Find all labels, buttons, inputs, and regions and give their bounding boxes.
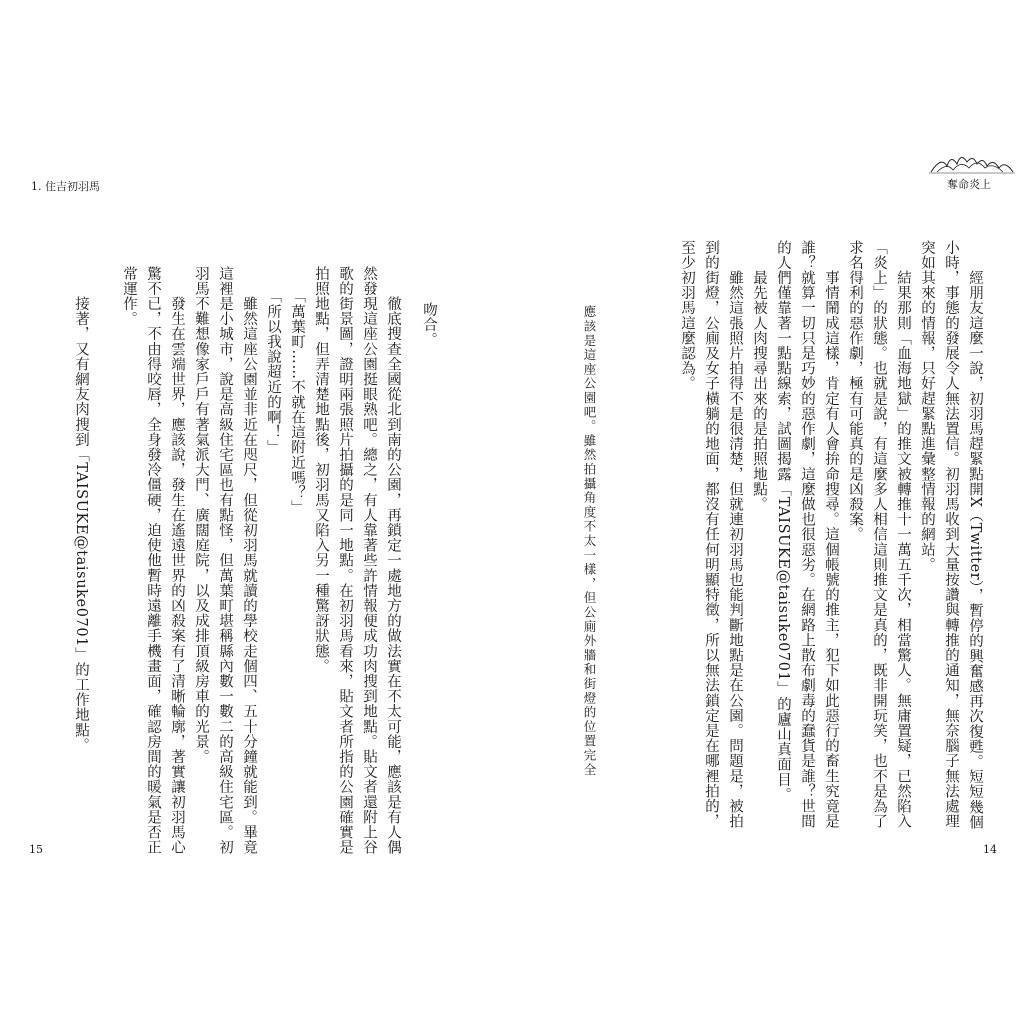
text-column: 至少初羽馬這麼認為。 [679,240,695,391]
text-column: 雖然這張照片拍得不是很清楚，但就連初羽馬也能判斷地點是在公園。問題是，被拍 [727,240,743,829]
text-column: 結果那則「血海地獄」的推文被轉推十一萬五千次，相當驚人。無庸置疑，已然陷入 [895,240,911,829]
quote-column: 應該是這座公園吧。雖然拍攝角度不太一樣，但公廁外牆和街燈的位置完全 [582,248,597,778]
text-column: 拍照地點，但弄清楚地點後，初羽馬又陷入另一種驚訝狀態。 [313,266,329,674]
text-column: 誰？就算一切只是巧妙的惡作劇，這麼做也很惡劣。在網路上散布劇毒的蠢貨是誰？世間 [799,240,815,829]
text-column: 的人們僅靠著一點點線索，試圖揭露「TAISUKE@taisuke0701」的廬山真面目。 [775,240,791,803]
chapter-header: 1. 住吉初羽馬 [31,180,100,193]
text-column: 常運作。 [121,266,137,327]
text-column: 驚不已，不由得咬唇，全身發冷僵硬，迫使他暫時遠離手機畫面，確認房間的暖氣是否正 [145,266,161,855]
text-column: 經朋友這麼一說，初羽馬趕緊點開X（Twitter），暫停的興奮感再次復甦。短短幾個 [967,240,983,830]
text-column: 歌的街景圖，證明兩張照片拍攝的是同一地點。在初羽馬看來，貼文者所指的公園確實是 [337,266,353,855]
text-column: 徹底搜查全國從北到南的公園，再鎖定一處地方的做法實在不太可能，應該是有人偶 [385,266,401,855]
text-column: 最先被人肉搜尋出來的是拍照地點。 [751,240,767,512]
text-column: 「萬葉町……不就在這附近嗎？」 [289,266,305,516]
text-column: 這裡是小城市，說是高級住宅區也有點怪，但萬葉町堪稱縣內數一數二的高級住宅區。初 [217,266,233,855]
text-column: 然發現這座公園挺眼熟吧。總之，有人靠著些許情報便成功肉搜到地點。貼文者還附上谷 [361,266,377,855]
book-title: 奪命炎上 [947,178,991,191]
right-page [512,0,1024,1024]
text-column: 接著，又有網友肉搜到「TAISUKE@taisuke0701」的工作地點。 [73,266,89,753]
text-column: 到的街燈，公廁及女子橫躺的地面，都沒有任何明顯特徵，所以無法鎖定是在哪裡拍的， [703,240,719,829]
text-column: 「所以我說超近的啊！」 [265,266,281,456]
page-number: 15 [29,843,43,856]
text-column: 羽馬不難想像家戶戶有著氣派大門、廣闊庭院，以及成排頂級房車的光景。 [193,266,209,765]
page-number: 14 [983,843,997,856]
text-column: 「炎上」的狀態。也就是說，有這麼多人相信這則推文是真的，既非開玩笑，也不是為了 [871,240,887,829]
text-column: 吻合。 [421,272,437,348]
text-column: 事情鬧成這樣，肯定有人會拚命搜尋。這個帳號的推主，犯下如此惡行的畜生究竟是 [823,240,839,829]
text-column: 雖然這座公園並非近在咫尺，但從初羽馬就讀的學校走個四、五十分鐘就能到。畢竟 [241,266,257,855]
text-column: 求名得利的惡作劇，極有可能真的是凶殺案。 [847,240,863,542]
text-column: 小時，事態的發展令人無法置信。初羽馬收到大量按讚與轉推的通知，無奈腦子無法處理 [943,240,959,829]
text-column: 突如其來的情報，只好趕緊點進彙整情報的網站。 [919,240,935,573]
text-column: 發生在雲端世界，應該說，發生在遙遠世界的凶殺案有了清晰輪廓，著實讓初羽馬心 [169,266,185,855]
